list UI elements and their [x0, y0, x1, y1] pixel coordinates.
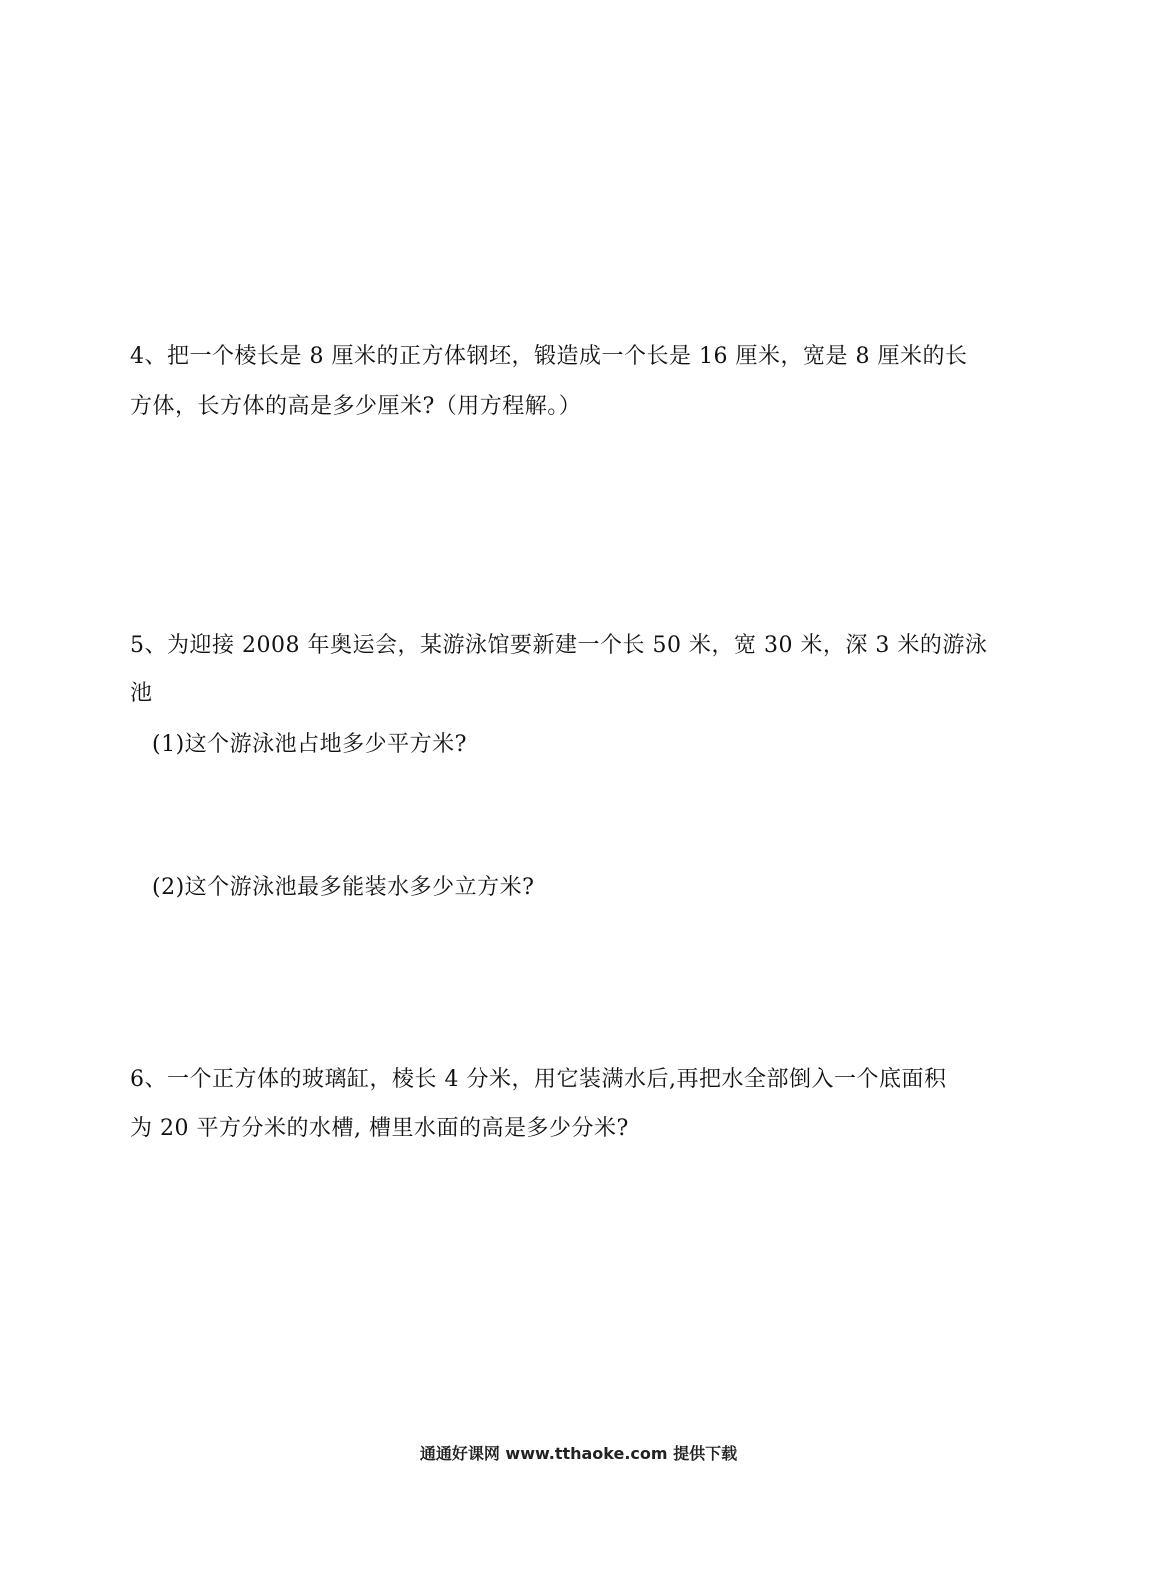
question-5-subquestion-2: (2)这个游泳池最多能装水多少立方米? — [152, 875, 535, 900]
question-6-line-1: 6、一个正方体的玻璃缸，棱长 4 分米，用它装满水后,再把水全部倒入一个底面积 — [130, 1067, 947, 1092]
question-4-line-1: 4、把一个棱长是 8 厘米的正方体钢坯，锻造成一个长是 16 厘米，宽是 8 厘米的长 — [130, 344, 968, 369]
question-5-subquestion-1: (1)这个游泳池占地多少平方米? — [152, 732, 467, 757]
question-5-line-1: 5、为迎接 2008 年奥运会，某游泳馆要新建一个长 50 米，宽 30 米，深 3 米的游泳 — [130, 633, 988, 658]
question-6-line-2: 为 20 平方分米的水槽, 槽里水面的高是多少分米? — [130, 1116, 629, 1141]
footer-source-text: 通通好课网 www.tthaoke.com 提供下载 — [419, 1444, 738, 1463]
question-5-line-2: 池 — [130, 681, 153, 706]
question-4-line-2: 方体，长方体的高是多少厘米?（用方程解。） — [130, 394, 582, 419]
